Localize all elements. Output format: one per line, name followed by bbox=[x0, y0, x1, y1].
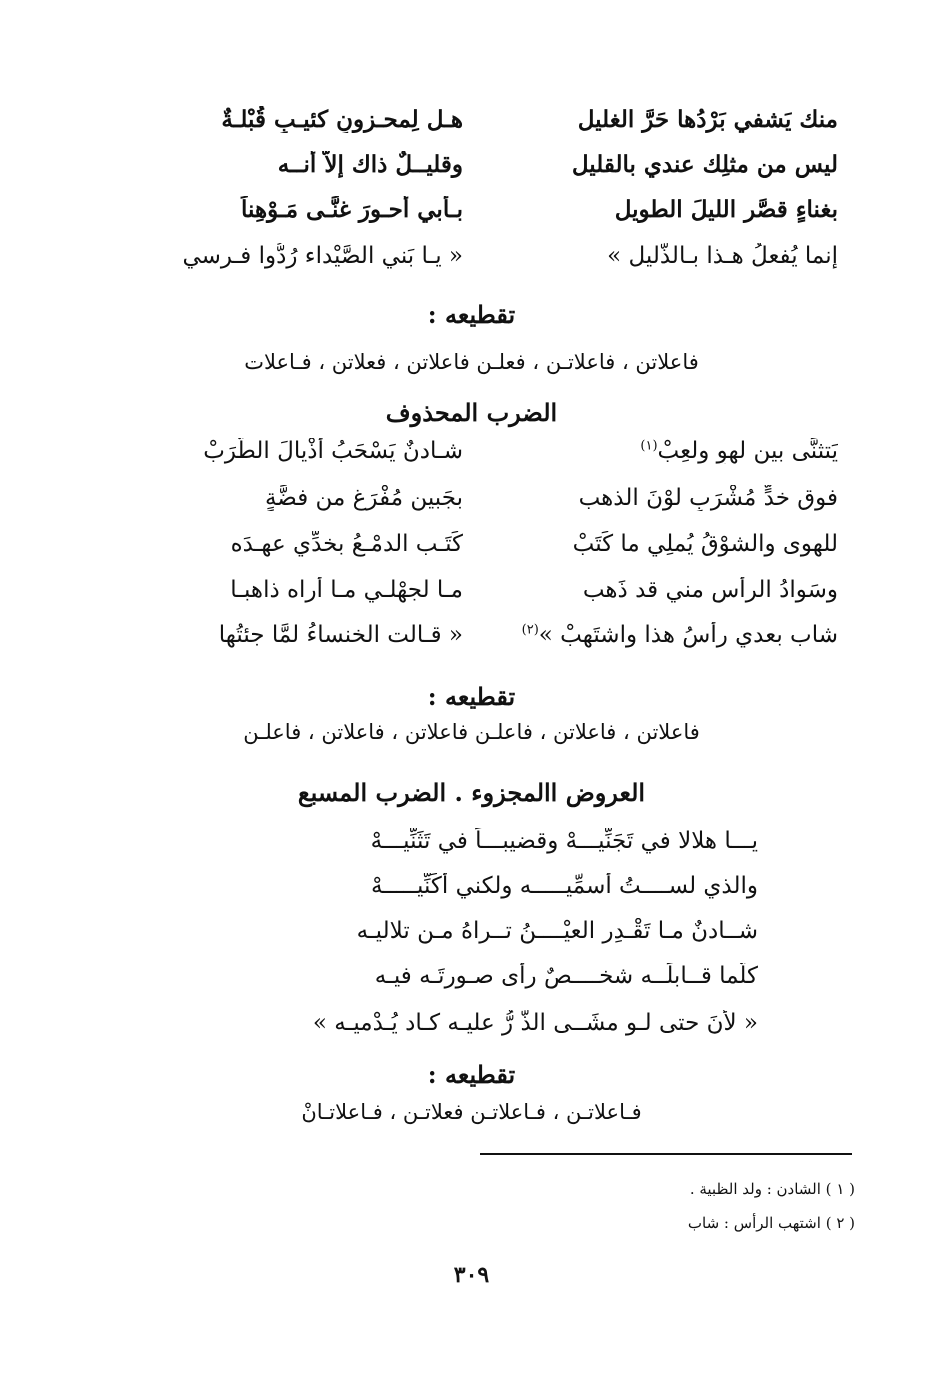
section-title: العروض االمجزوء . الضرب المسبع bbox=[297, 778, 646, 807]
scansion-line: فـاعلاتـن ، فـاعلاتـن فعلاتـن ، فـاعلاتـانْ bbox=[301, 1100, 642, 1124]
first-hemistich: « يـا بَني الصَّيْداء رُدُّوا فـرسي bbox=[182, 243, 463, 269]
footnote-marker: (١) bbox=[640, 438, 658, 454]
verse-line bbox=[0, 622, 943, 666]
verse-line: « لأنَ حتى لـو مشَــى الذَّ رُّ عليـه كـاد يُـدْميـه » bbox=[312, 1010, 758, 1036]
first-hemistich: شـادنٌ يَسْحَبُ أذْيالَ الطَّرَبْ bbox=[203, 438, 463, 464]
verse-line bbox=[0, 577, 943, 621]
second-hemistich: فوق خدٍّ مُشْرَبٍ لوْنَ الذهب bbox=[578, 485, 838, 511]
verse-line bbox=[0, 106, 943, 150]
scansion-line: فاعلاتن ، فاعلاتـن ، فعلـن فاعلاتن ، فعلاتن ، فـاعلات bbox=[244, 350, 699, 374]
second-hemistich: للهوى والشوْقُ يُملِي ما كَتَبْ bbox=[572, 531, 838, 557]
second-hemistich: يَتثنَّى بين لهوٍ ولعِبْ$^{(١)}$ bbox=[640, 438, 838, 464]
first-hemistich: بجَبين مُفْرَغٍ من فضَّةٍ bbox=[264, 485, 463, 511]
verse-line: يـــا هلالا في تَجَنِّيـــهْ وقضيبـــاً في تَثَنِّيـــهْ bbox=[370, 828, 758, 854]
second-hemistich: منك يَشفي بَرْدُها حَرَّ الغليل bbox=[577, 106, 838, 133]
section-title: الضرب المحذوف bbox=[385, 398, 558, 427]
second-hemistich: بغناءٍ قصَّر الليلَ الطويل bbox=[614, 196, 838, 223]
first-hemistich: بـأبي أحـورَ غنَّـى مَـوْهِناً bbox=[241, 196, 463, 223]
verse-line bbox=[0, 196, 943, 240]
second-hemistich: إنما يُفعلُ هـذا بـالذَّليل » bbox=[607, 243, 838, 269]
first-hemistich: هـل لِمحـزونٍ كئيـبٍ قُبْلـةٌ bbox=[221, 106, 463, 133]
verse-line bbox=[0, 243, 943, 287]
page-number: ٣٠٩ bbox=[453, 1262, 490, 1288]
verse-line bbox=[0, 438, 943, 482]
verse-line bbox=[0, 485, 943, 529]
verse-line bbox=[0, 151, 943, 195]
footnote-divider bbox=[480, 1153, 852, 1155]
scansion-label: تقطيعه : bbox=[427, 682, 516, 711]
first-hemistich: « قـالت الخنساءُ لمَّا جئتُها bbox=[218, 622, 463, 648]
first-hemistich: كَتَـب الدمْـعُ بخدِّي عهـدَه bbox=[230, 531, 463, 557]
scansion-label: تقطيعه : bbox=[427, 300, 516, 329]
footnote-marker: (٢) bbox=[521, 622, 539, 638]
verse-line: والذي لســــتُ أُسمِّيـــــه ولكني أُكَنِّيـــــهْ bbox=[371, 873, 758, 899]
second-hemistich: ليس من مثلِك عندي بالقليل bbox=[571, 151, 838, 178]
first-hemistich: مـا لجهْلـي مـا أراه ذاهبـا bbox=[230, 577, 463, 603]
scansion-label: تقطيعه : bbox=[427, 1060, 516, 1089]
footnote: ( ١ ) الشادن : ولد الظبية . bbox=[689, 1180, 855, 1198]
verse-line: شــادنٌ مـا تَقْـدِر العيْــــنُ تــراهُ مـن تلاليـه bbox=[356, 918, 758, 944]
second-hemistich: شاب بعدي رأسُ هذا واشتَهبْ »$^{(٢)}$ bbox=[521, 622, 838, 648]
verse-line: كلّما قــابلَــه شخــــصٌ رأى صـورتَـه فيـه bbox=[374, 963, 758, 989]
footnote: ( ٢ ) اشتهب الرأس : شاب bbox=[687, 1214, 855, 1232]
verse-line bbox=[0, 531, 943, 575]
first-hemistich: وقليــلٌ ذاك إلاَّ أنــه bbox=[277, 151, 463, 178]
scansion-line: فاعلاتن ، فاعلاتن ، فاعلـن فاعلاتن ، فاعلاتن ، فاعلـن bbox=[243, 720, 700, 744]
second-hemistich: وسَوادُ الرأسِ مني قد ذَهب bbox=[582, 577, 838, 603]
